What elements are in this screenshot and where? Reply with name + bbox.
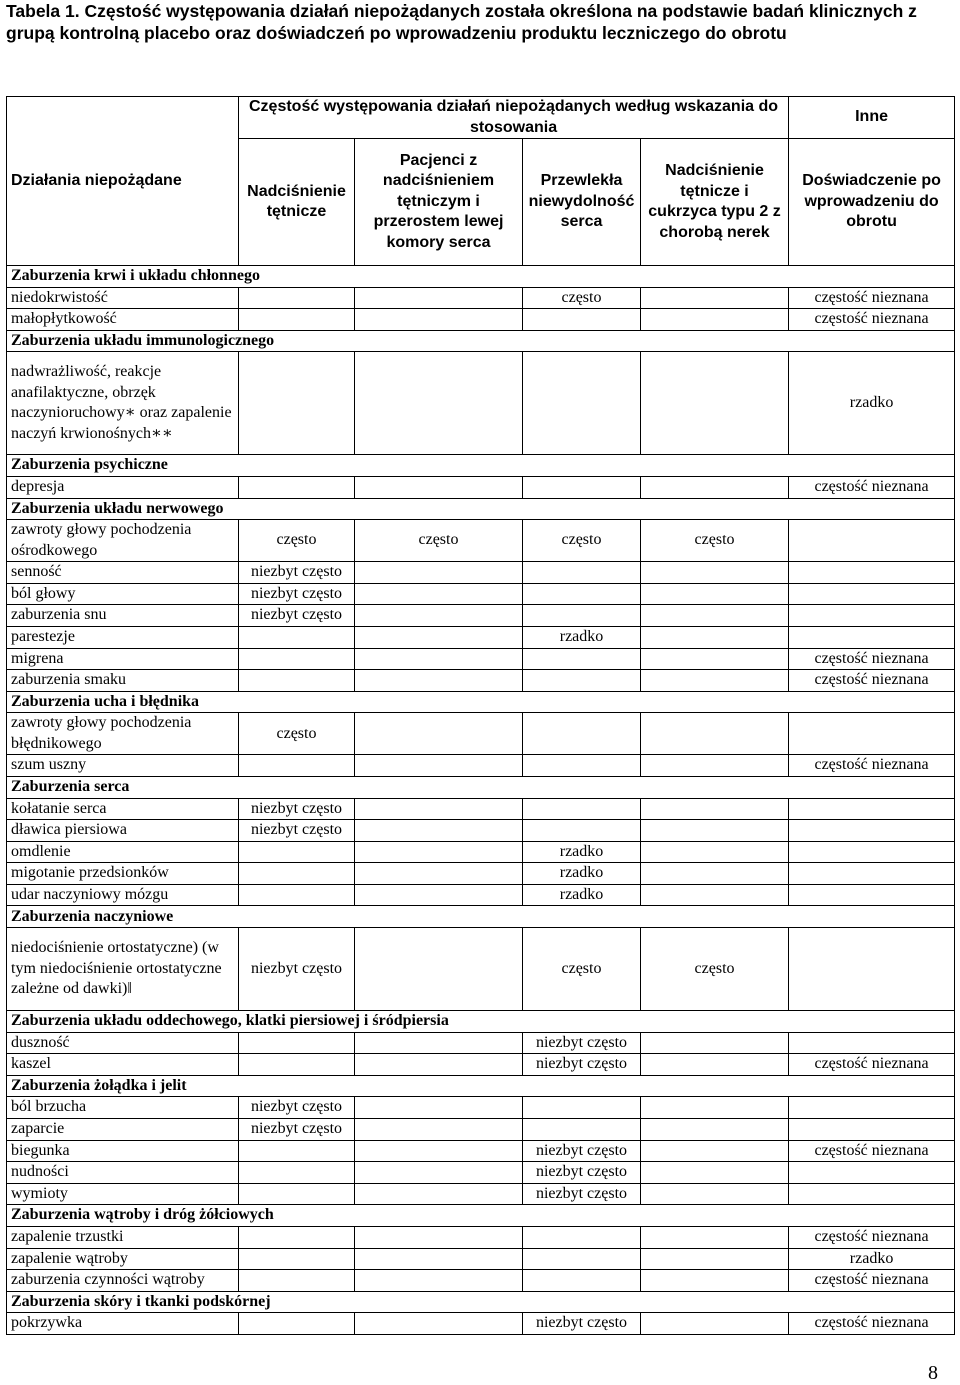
frequency-cell-1: [239, 884, 355, 906]
frequency-cell-5: częstość nieznana: [789, 1313, 955, 1335]
frequency-cell-4: często: [641, 928, 789, 1011]
table-row: [7, 1162, 955, 1184]
category-row: [7, 1205, 955, 1227]
frequency-cell-4: [641, 755, 789, 777]
category-label: Zaburzenia żołądka i jelit: [7, 1075, 955, 1097]
frequency-cell-3: rzadko: [523, 884, 641, 906]
frequency-cell-2: [355, 1248, 523, 1270]
frequency-cell-4: [641, 1119, 789, 1141]
table-row: [7, 1140, 955, 1162]
adverse-effect-name: ból brzucha: [7, 1097, 239, 1119]
frequency-cell-3: [523, 562, 641, 584]
frequency-cell-1: [239, 1313, 355, 1335]
adverse-effect-name: kołatanie serca: [7, 798, 239, 820]
frequency-cell-1: często: [239, 520, 355, 562]
frequency-cell-2: [355, 1270, 523, 1292]
table-row: [7, 1227, 955, 1249]
frequency-cell-5: rzadko: [789, 1248, 955, 1270]
frequency-cell-3: [523, 648, 641, 670]
frequency-cell-1: [239, 755, 355, 777]
frequency-cell-2: [355, 928, 523, 1011]
adverse-effect-name: zaburzenia smaku: [7, 670, 239, 692]
adverse-effect-name: zaburzenia czynności wątroby: [7, 1270, 239, 1292]
frequency-cell-4: [641, 1248, 789, 1270]
table-row: [7, 605, 955, 627]
table-row: [7, 863, 955, 885]
adverse-effect-name: dławica piersiowa: [7, 820, 239, 842]
frequency-cell-2: [355, 713, 523, 755]
table-row: [7, 670, 955, 692]
adverse-effect-name: zaparcie: [7, 1119, 239, 1141]
frequency-cell-3: często: [523, 520, 641, 562]
table-row: [7, 1032, 955, 1054]
adverse-effect-name: ból głowy: [7, 583, 239, 605]
frequency-cell-2: [355, 1097, 523, 1119]
category-row: [7, 266, 955, 288]
frequency-cell-2: [355, 798, 523, 820]
category-row: [7, 1291, 955, 1313]
frequency-cell-3: [523, 820, 641, 842]
table-row: [7, 713, 955, 755]
adverse-effect-name: udar naczyniowy mózgu: [7, 884, 239, 906]
frequency-cell-1: [239, 863, 355, 885]
frequency-cell-2: [355, 562, 523, 584]
frequency-cell-1: niezbyt często: [239, 562, 355, 584]
table-row: [7, 798, 955, 820]
adverse-effect-name: nadwrażliwość, reakcje anafilaktyczne, obrzęk naczynioruchowy∗ oraz zapalenie naczyń krwionośnych∗∗: [7, 352, 239, 455]
adverse-effect-name: kaszel: [7, 1054, 239, 1076]
adverse-effect-name: migotanie przedsionków: [7, 863, 239, 885]
frequency-cell-1: niezbyt często: [239, 928, 355, 1011]
frequency-cell-3: rzadko: [523, 626, 641, 648]
frequency-cell-4: [641, 648, 789, 670]
frequency-cell-5: [789, 820, 955, 842]
adverse-effect-name: niedokrwistość: [7, 287, 239, 309]
adverse-effect-name: małopłytkowość: [7, 309, 239, 331]
table-row: [7, 1313, 955, 1335]
category-row: [7, 1075, 955, 1097]
frequency-cell-3: [523, 1119, 641, 1141]
frequency-cell-1: [239, 841, 355, 863]
category-label: Zaburzenia serca: [7, 776, 955, 798]
frequency-cell-5: [789, 1183, 955, 1205]
table-row: [7, 520, 955, 562]
frequency-cell-4: [641, 626, 789, 648]
table-row: [7, 1119, 955, 1141]
adverse-effect-name: wymioty: [7, 1183, 239, 1205]
frequency-cell-5: częstość nieznana: [789, 670, 955, 692]
frequency-cell-4: [641, 605, 789, 627]
frequency-cell-1: [239, 1054, 355, 1076]
frequency-cell-5: częstość nieznana: [789, 755, 955, 777]
frequency-cell-5: [789, 1097, 955, 1119]
frequency-cell-2: [355, 820, 523, 842]
frequency-cell-5: [789, 605, 955, 627]
frequency-cell-5: [789, 863, 955, 885]
adverse-effect-name: zapalenie wątroby: [7, 1248, 239, 1270]
category-label: Zaburzenia skóry i tkanki podskórnej: [7, 1291, 955, 1313]
frequency-cell-4: [641, 1227, 789, 1249]
frequency-cell-2: [355, 1227, 523, 1249]
frequency-cell-1: [239, 1227, 355, 1249]
frequency-cell-4: [641, 1270, 789, 1292]
adverse-effect-name: szum uszny: [7, 755, 239, 777]
frequency-cell-5: [789, 626, 955, 648]
frequency-cell-5: [789, 884, 955, 906]
frequency-cell-5: [789, 1119, 955, 1141]
page-number: 8: [928, 1362, 938, 1384]
frequency-cell-4: [641, 1032, 789, 1054]
frequency-cell-5: częstość nieznana: [789, 1270, 955, 1292]
header-postmarketing: Doświadczenie po wprowadzeniu do obrotu: [789, 139, 955, 266]
frequency-cell-3: [523, 1227, 641, 1249]
frequency-cell-4: [641, 1313, 789, 1335]
frequency-cell-2: [355, 648, 523, 670]
frequency-cell-1: [239, 1032, 355, 1054]
category-label: Zaburzenia wątroby i dróg żółciowych: [7, 1205, 955, 1227]
frequency-cell-3: rzadko: [523, 841, 641, 863]
frequency-cell-2: [355, 1054, 523, 1076]
table-row: [7, 1270, 955, 1292]
frequency-cell-4: [641, 476, 789, 498]
category-label: Zaburzenia układu oddechowego, klatki piersiowej i śródpiersia: [7, 1011, 955, 1033]
adverse-effect-name: zawroty głowy pochodzenia błędnikowego: [7, 713, 239, 755]
frequency-cell-2: [355, 884, 523, 906]
frequency-cell-3: [523, 1270, 641, 1292]
frequency-cell-4: [641, 713, 789, 755]
frequency-cell-3: niezbyt często: [523, 1162, 641, 1184]
table-row: [7, 352, 955, 455]
frequency-cell-5: [789, 1032, 955, 1054]
table-header-row-1: [7, 97, 955, 139]
frequency-cell-4: [641, 1097, 789, 1119]
frequency-cell-4: [641, 1054, 789, 1076]
table-row: [7, 626, 955, 648]
frequency-cell-5: [789, 520, 955, 562]
category-row: [7, 906, 955, 928]
table-row: [7, 648, 955, 670]
frequency-cell-2: [355, 1183, 523, 1205]
frequency-cell-5: [789, 583, 955, 605]
header-adverse-effects: Działania niepożądane: [7, 97, 239, 266]
frequency-cell-3: [523, 755, 641, 777]
frequency-cell-5: rzadko: [789, 352, 955, 455]
category-label: Zaburzenia układu immunologicznego: [7, 330, 955, 352]
frequency-cell-4: [641, 884, 789, 906]
frequency-cell-1: [239, 1248, 355, 1270]
frequency-cell-2: [355, 1032, 523, 1054]
adverse-effect-name: duszność: [7, 1032, 239, 1054]
table-row: [7, 1248, 955, 1270]
adverse-effect-name: pokrzywka: [7, 1313, 239, 1335]
frequency-cell-3: często: [523, 287, 641, 309]
category-row: [7, 691, 955, 713]
frequency-cell-2: [355, 1140, 523, 1162]
header-heart-failure: Przewlekła niewydolność serca: [523, 139, 641, 266]
frequency-cell-2: [355, 352, 523, 455]
frequency-cell-3: [523, 476, 641, 498]
table-row: [7, 884, 955, 906]
frequency-cell-3: [523, 1097, 641, 1119]
frequency-cell-4: [641, 1140, 789, 1162]
frequency-cell-5: częstość nieznana: [789, 1227, 955, 1249]
frequency-cell-3: niezbyt często: [523, 1054, 641, 1076]
frequency-cell-5: częstość nieznana: [789, 1054, 955, 1076]
table-row: [7, 1054, 955, 1076]
frequency-cell-2: [355, 605, 523, 627]
frequency-cell-3: [523, 605, 641, 627]
table-row: [7, 1097, 955, 1119]
frequency-cell-3: [523, 309, 641, 331]
adverse-effect-name: nudności: [7, 1162, 239, 1184]
frequency-cell-5: [789, 928, 955, 1011]
category-label: Zaburzenia naczyniowe: [7, 906, 955, 928]
frequency-cell-3: [523, 1248, 641, 1270]
frequency-cell-2: [355, 755, 523, 777]
frequency-cell-3: [523, 583, 641, 605]
frequency-cell-1: niezbyt często: [239, 1119, 355, 1141]
frequency-cell-1: niezbyt często: [239, 798, 355, 820]
frequency-cell-1: [239, 626, 355, 648]
header-hypertension: Nadciśnienie tętnicze: [239, 139, 355, 266]
frequency-cell-4: [641, 863, 789, 885]
adverse-effect-name: zawroty głowy pochodzenia ośrodkowego: [7, 520, 239, 562]
table-row: [7, 928, 955, 1011]
category-label: Zaburzenia krwi i układu chłonnego: [7, 266, 955, 288]
frequency-cell-3: niezbyt często: [523, 1032, 641, 1054]
table-row: [7, 1183, 955, 1205]
adverse-effect-name: zaburzenia snu: [7, 605, 239, 627]
frequency-cell-4: [641, 670, 789, 692]
frequency-cell-2: [355, 583, 523, 605]
frequency-cell-4: często: [641, 520, 789, 562]
frequency-cell-2: [355, 1162, 523, 1184]
frequency-cell-2: [355, 1119, 523, 1141]
frequency-cell-2: [355, 1313, 523, 1335]
frequency-cell-4: [641, 1162, 789, 1184]
table-row: [7, 755, 955, 777]
table-row: [7, 841, 955, 863]
frequency-cell-1: [239, 648, 355, 670]
frequency-cell-2: [355, 626, 523, 648]
table-row: [7, 583, 955, 605]
adverse-effect-name: senność: [7, 562, 239, 584]
frequency-cell-4: [641, 562, 789, 584]
adverse-effect-name: biegunka: [7, 1140, 239, 1162]
category-row: [7, 1011, 955, 1033]
frequency-cell-1: niezbyt często: [239, 605, 355, 627]
frequency-cell-4: [641, 841, 789, 863]
frequency-cell-5: częstość nieznana: [789, 648, 955, 670]
table-row: [7, 820, 955, 842]
frequency-cell-1: [239, 287, 355, 309]
frequency-cell-5: [789, 1162, 955, 1184]
frequency-cell-4: [641, 583, 789, 605]
frequency-cell-1: [239, 1140, 355, 1162]
frequency-cell-3: często: [523, 928, 641, 1011]
frequency-cell-3: niezbyt często: [523, 1183, 641, 1205]
frequency-cell-5: [789, 713, 955, 755]
frequency-cell-2: często: [355, 520, 523, 562]
frequency-cell-5: częstość nieznana: [789, 287, 955, 309]
frequency-cell-5: [789, 562, 955, 584]
frequency-cell-1: niezbyt często: [239, 820, 355, 842]
adverse-effect-name: migrena: [7, 648, 239, 670]
header-other: Inne: [789, 97, 955, 139]
category-label: Zaburzenia psychiczne: [7, 455, 955, 477]
adverse-effect-name: niedociśnienie ortostatyczne) (w tym niedociśnienie ortostatyczne zależne od dawki)‖: [7, 928, 239, 1011]
category-row: [7, 776, 955, 798]
frequency-cell-1: [239, 476, 355, 498]
frequency-cell-3: niezbyt często: [523, 1140, 641, 1162]
table-row: [7, 476, 955, 498]
table-row: [7, 562, 955, 584]
frequency-cell-1: [239, 670, 355, 692]
frequency-cell-3: [523, 713, 641, 755]
frequency-cell-1: [239, 1162, 355, 1184]
frequency-cell-4: [641, 820, 789, 842]
frequency-cell-5: częstość nieznana: [789, 309, 955, 331]
frequency-cell-2: [355, 476, 523, 498]
frequency-cell-4: [641, 287, 789, 309]
category-label: Zaburzenia układu nerwowego: [7, 498, 955, 520]
frequency-cell-5: [789, 798, 955, 820]
frequency-cell-5: [789, 841, 955, 863]
frequency-cell-4: [641, 309, 789, 331]
adverse-effect-name: omdlenie: [7, 841, 239, 863]
frequency-cell-1: [239, 1270, 355, 1292]
frequency-cell-2: [355, 287, 523, 309]
category-row: [7, 498, 955, 520]
frequency-cell-1: niezbyt często: [239, 583, 355, 605]
frequency-cell-4: [641, 1183, 789, 1205]
frequency-cell-1: [239, 1183, 355, 1205]
frequency-cell-1: niezbyt często: [239, 1097, 355, 1119]
adverse-effects-table: [6, 96, 955, 1335]
table-row: [7, 287, 955, 309]
frequency-cell-1: [239, 352, 355, 455]
frequency-cell-1: często: [239, 713, 355, 755]
table-caption: Tabela 1. Częstość występowania działań niepożądanych została określona na podstawie badań klinicznych z grupą kontrolną placebo oraz doświadczeń po wprowadzeniu produktu leczniczego do obrotu: [6, 1, 917, 43]
frequency-cell-3: [523, 670, 641, 692]
adverse-effect-name: zapalenie trzustki: [7, 1227, 239, 1249]
category-label: Zaburzenia ucha i błędnika: [7, 691, 955, 713]
frequency-cell-2: [355, 863, 523, 885]
frequency-cell-3: [523, 352, 641, 455]
frequency-cell-3: rzadko: [523, 863, 641, 885]
category-row: [7, 455, 955, 477]
frequency-cell-3: [523, 798, 641, 820]
table-row: [7, 309, 955, 331]
frequency-cell-1: [239, 309, 355, 331]
frequency-cell-2: [355, 841, 523, 863]
header-hypertension-diabetes: Nadciśnienie tętnicze i cukrzyca typu 2 z chorobą nerek: [641, 139, 789, 266]
frequency-cell-5: częstość nieznana: [789, 1140, 955, 1162]
adverse-effect-name: parestezje: [7, 626, 239, 648]
frequency-cell-5: częstość nieznana: [789, 476, 955, 498]
frequency-cell-3: niezbyt często: [523, 1313, 641, 1335]
category-row: [7, 330, 955, 352]
frequency-cell-4: [641, 352, 789, 455]
header-hypertension-lvh: Pacjenci z nadciśnieniem tętniczym i przerostem lewej komory serca: [355, 139, 523, 266]
frequency-cell-2: [355, 670, 523, 692]
frequency-cell-4: [641, 798, 789, 820]
frequency-cell-2: [355, 309, 523, 331]
header-indication-group: Częstość występowania działań niepożądanych według wskazania do stosowania: [239, 97, 789, 139]
adverse-effect-name: depresja: [7, 476, 239, 498]
